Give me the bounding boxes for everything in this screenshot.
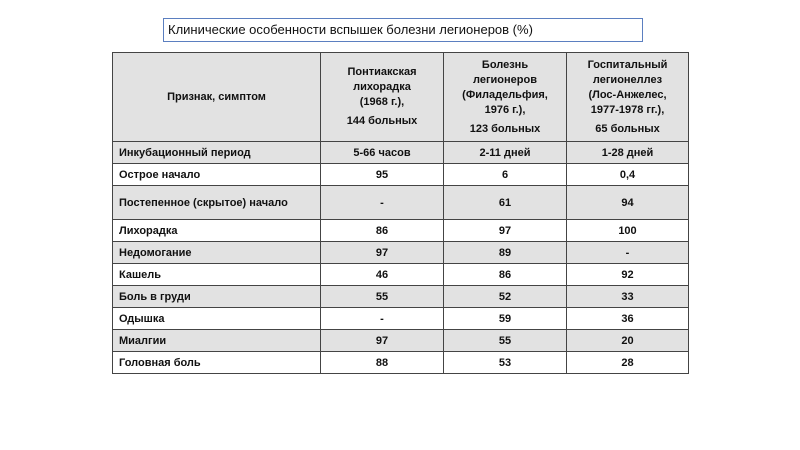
row-label: Головная боль xyxy=(113,352,321,374)
header-feature: Признак, симптом xyxy=(113,53,321,142)
header-line: 123 больных xyxy=(469,122,541,135)
table-row xyxy=(113,330,689,352)
cell-value: 95 xyxy=(321,164,444,186)
cell-value: 5-66 часов xyxy=(321,142,444,164)
cell-value: 94 xyxy=(567,186,689,220)
header-line: 1976 г.), xyxy=(484,103,526,116)
cell-value: - xyxy=(321,186,444,220)
cell-value: - xyxy=(567,242,689,264)
header-line: Болезнь xyxy=(481,58,529,71)
row-label: Миалгии xyxy=(113,330,321,352)
header-line: 144 больных xyxy=(346,115,418,127)
cell-value: 100 xyxy=(567,220,689,242)
header-line: (Лос-Анжелес, xyxy=(588,88,667,101)
cell-value: 6 xyxy=(444,164,567,186)
cell-value: 97 xyxy=(444,220,567,242)
cell-value: 0,4 xyxy=(567,164,689,186)
header-line: легионеллез xyxy=(592,73,663,86)
cell-value: 28 xyxy=(567,352,689,374)
cell-value: 55 xyxy=(321,286,444,308)
slide-title: Клинические особенности вспышек болезни легионеров (%) xyxy=(163,18,643,42)
table-row xyxy=(113,186,689,220)
table-row xyxy=(113,164,689,186)
cell-value: 2-11 дней xyxy=(444,142,567,164)
cell-value: 86 xyxy=(444,264,567,286)
cell-value: 88 xyxy=(321,352,444,374)
table-row xyxy=(113,286,689,308)
cell-value: 97 xyxy=(321,330,444,352)
header-pontiac-fever xyxy=(321,53,444,142)
row-label: Лихорадка xyxy=(113,220,321,242)
header-line: (Филадельфия, xyxy=(462,88,548,101)
cell-value: 36 xyxy=(567,308,689,330)
cell-value: 46 xyxy=(321,264,444,286)
cell-value: 1-28 дней xyxy=(567,142,689,164)
table-header-row xyxy=(113,53,689,142)
header-legionnaires-disease xyxy=(444,53,567,142)
header-line: Понтиакская xyxy=(347,66,417,78)
cell-value: 89 xyxy=(444,242,567,264)
cell-value: 59 xyxy=(444,308,567,330)
cell-value: 20 xyxy=(567,330,689,352)
table-row xyxy=(113,352,689,374)
header-line: лихорадка xyxy=(353,81,411,93)
header-hospital-legionellosis xyxy=(567,53,689,142)
cell-value: 97 xyxy=(321,242,444,264)
cell-value: 33 xyxy=(567,286,689,308)
row-label: Острое начало xyxy=(113,164,321,186)
row-label: Недомогание xyxy=(113,242,321,264)
cell-value: 55 xyxy=(444,330,567,352)
table-row xyxy=(113,242,689,264)
table-row xyxy=(113,220,689,242)
cell-value: 53 xyxy=(444,352,567,374)
header-line: 1977-1978 гг.), xyxy=(590,103,665,116)
row-label: Инкубационный период xyxy=(113,142,321,164)
row-label: Кашель xyxy=(113,264,321,286)
row-label: Постепенное (скрытое) начало xyxy=(113,186,321,220)
header-line: легионеров xyxy=(473,73,537,86)
row-label: Боль в груди xyxy=(113,286,321,308)
header-line: 65 больных xyxy=(595,122,660,135)
cell-value: - xyxy=(321,308,444,330)
table-row xyxy=(113,142,689,164)
table-row xyxy=(113,308,689,330)
table-row xyxy=(113,264,689,286)
cell-value: 86 xyxy=(321,220,444,242)
cell-value: 52 xyxy=(444,286,567,308)
header-line: Госпитальный xyxy=(587,58,668,71)
header-line: (1968 г.), xyxy=(359,96,405,108)
cell-value: 92 xyxy=(567,264,689,286)
cell-value: 61 xyxy=(444,186,567,220)
clinical-features-table xyxy=(112,52,689,374)
row-label: Одышка xyxy=(113,308,321,330)
